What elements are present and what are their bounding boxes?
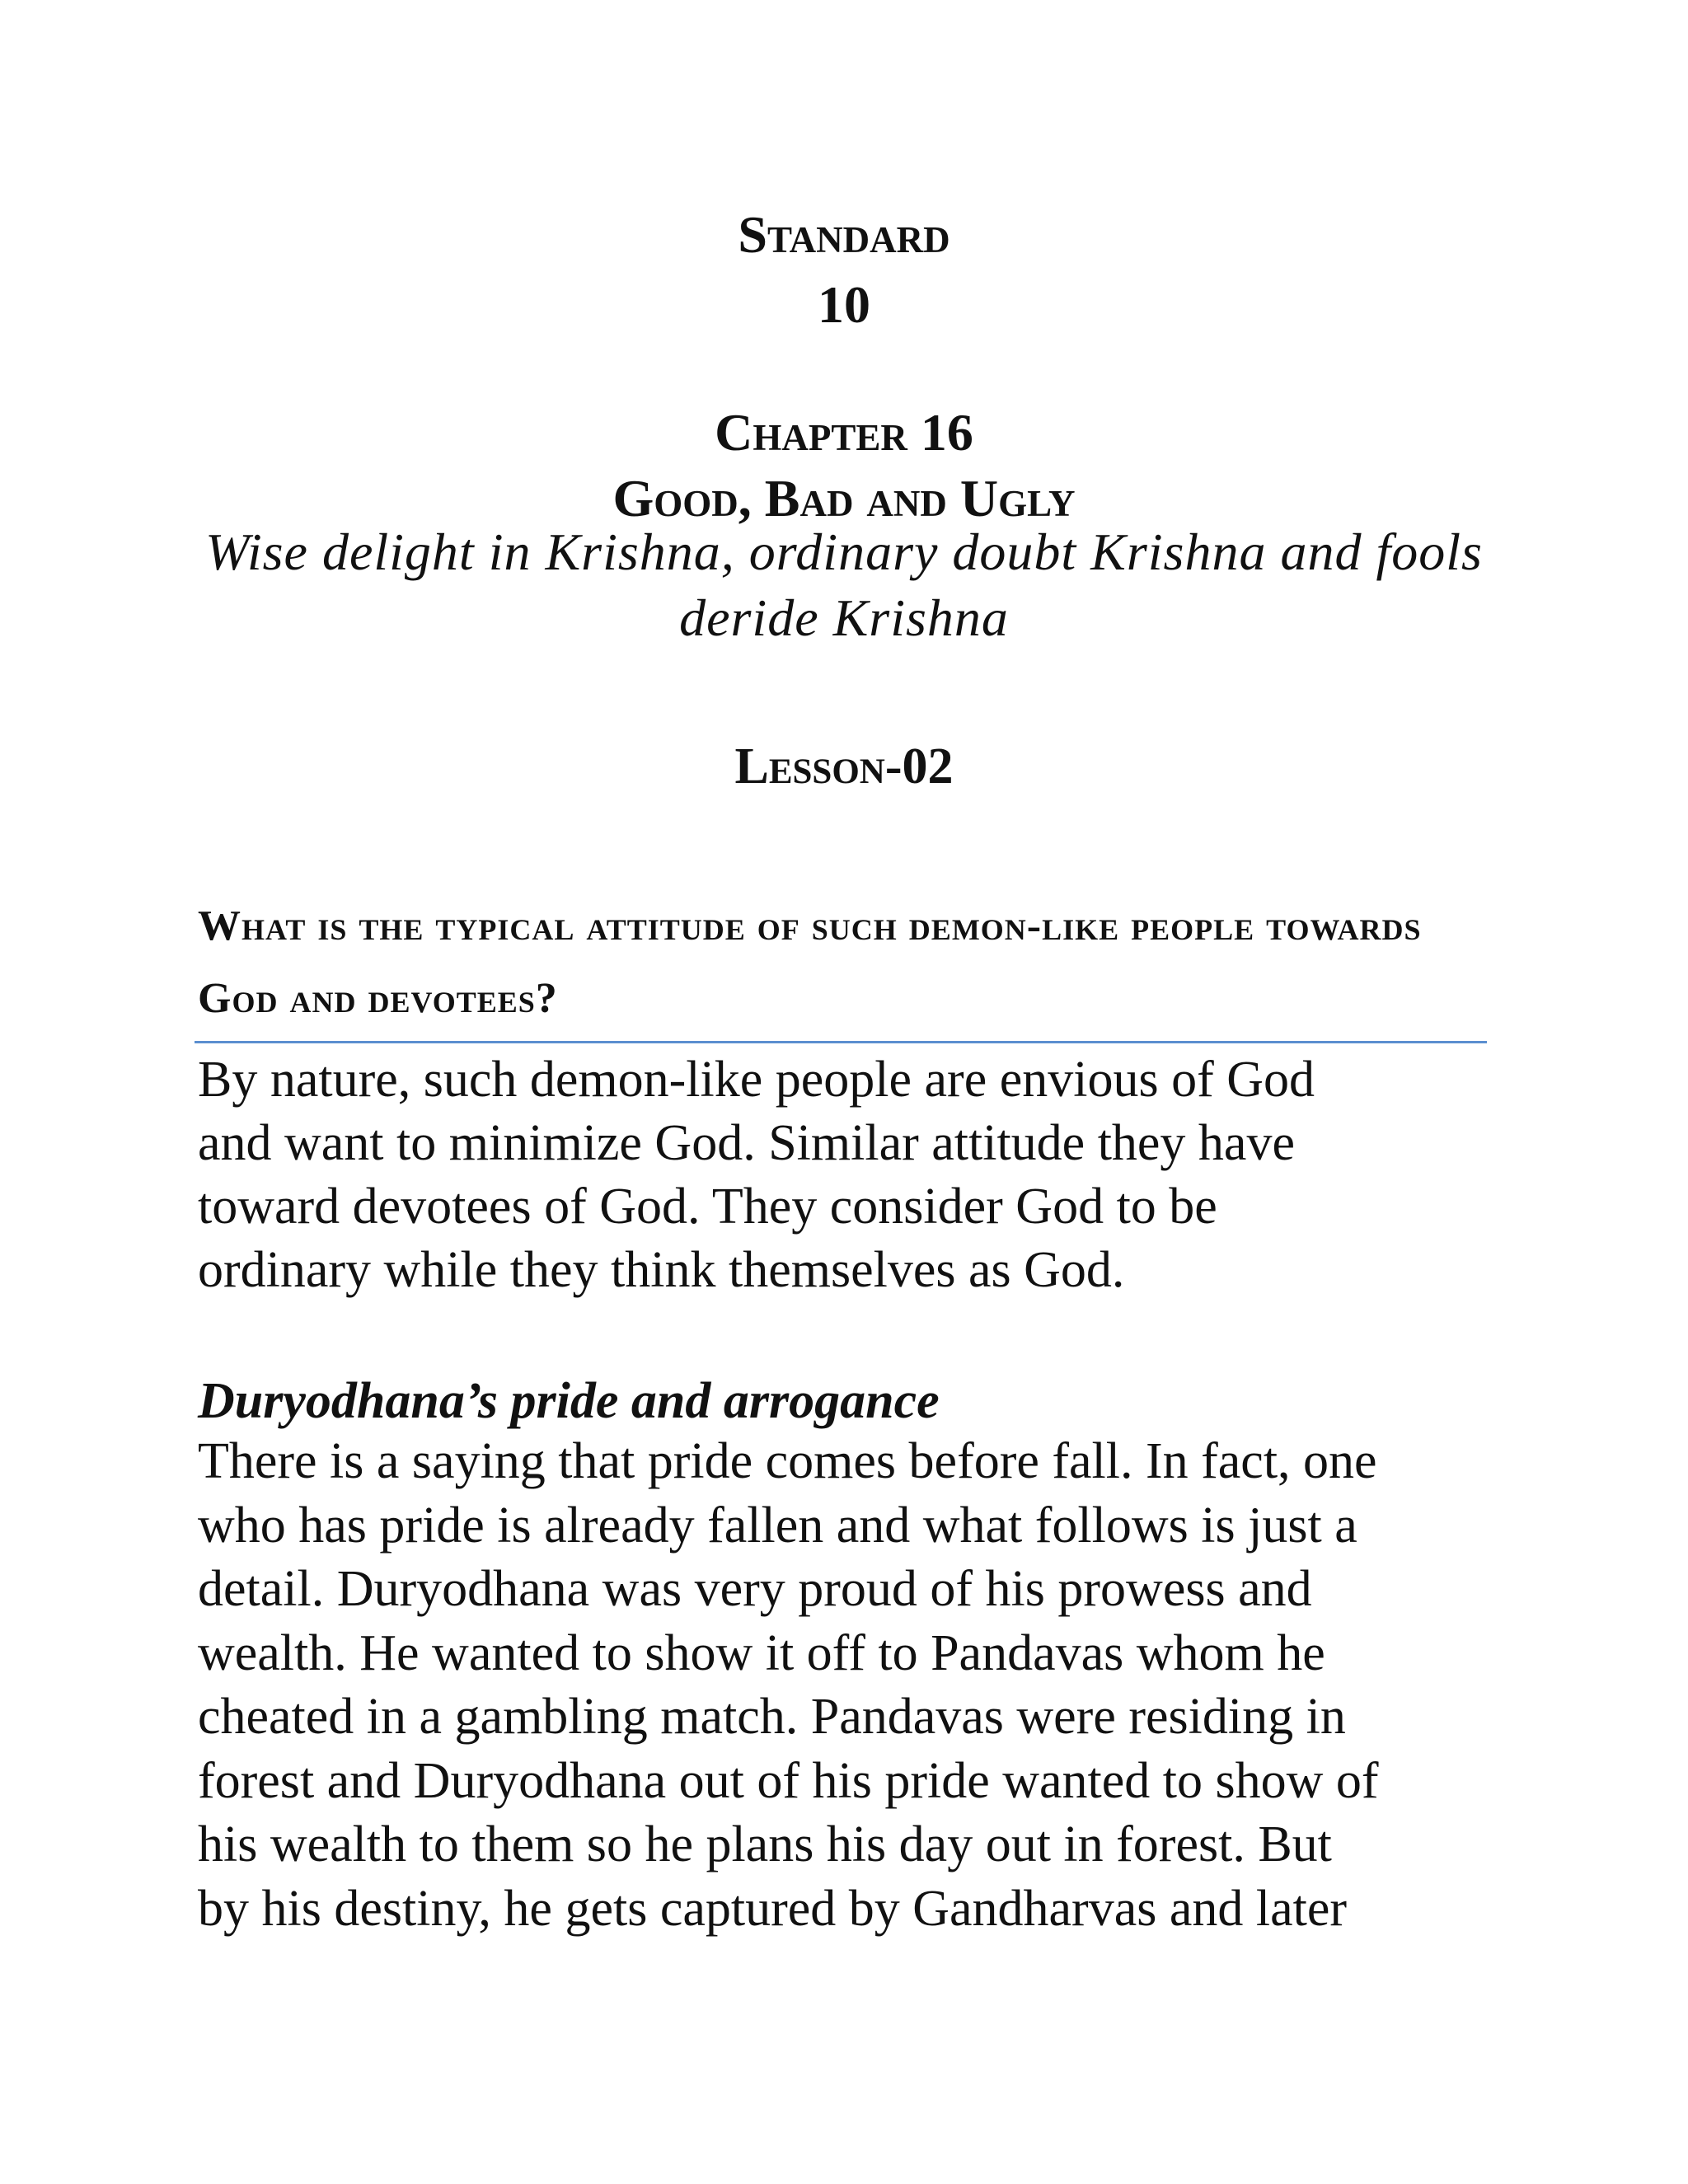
chapter-title: Good, Bad and Ugly xyxy=(612,469,1076,527)
lesson-heading: Lesson-02 xyxy=(734,738,954,794)
story-heading: Duryodhana’s pride and arrogance xyxy=(198,1373,940,1429)
question-heading: What is the typical attitude of such demon-like people towards God and devotees? xyxy=(198,902,1422,1022)
question-underline-divider xyxy=(195,1041,1487,1043)
grade-number: 10 xyxy=(818,275,870,334)
story-paragraph: There is a saying that pride comes before fall. In fact, one who has pride is already fallen and what follows is just a detail. Duryodhana was very proud of his prowess and wealth. He wanted to show it off to Pandavas whom he cheated in a gambling match. Pandavas were residing in forest and Duryodhana out of his pride wanted to show of his wealth to them so he plans his day out in forest. But by his destiny, he gets captured by Gandharvas and later xyxy=(198,1433,1379,1937)
chapter-heading: Chapter 16 xyxy=(715,403,973,462)
standard-heading: Standard xyxy=(738,205,950,264)
answer-paragraph: By nature, such demon-like people are envious of God and want to minimize God. Similar attitude they have toward devotees of God. They consider God to be ordinary while they think themselves as God. xyxy=(198,1052,1315,1298)
chapter-subtitle: Wise delight in Krishna, ordinary doubt Krishna and fools deride Krishna xyxy=(205,523,1483,647)
